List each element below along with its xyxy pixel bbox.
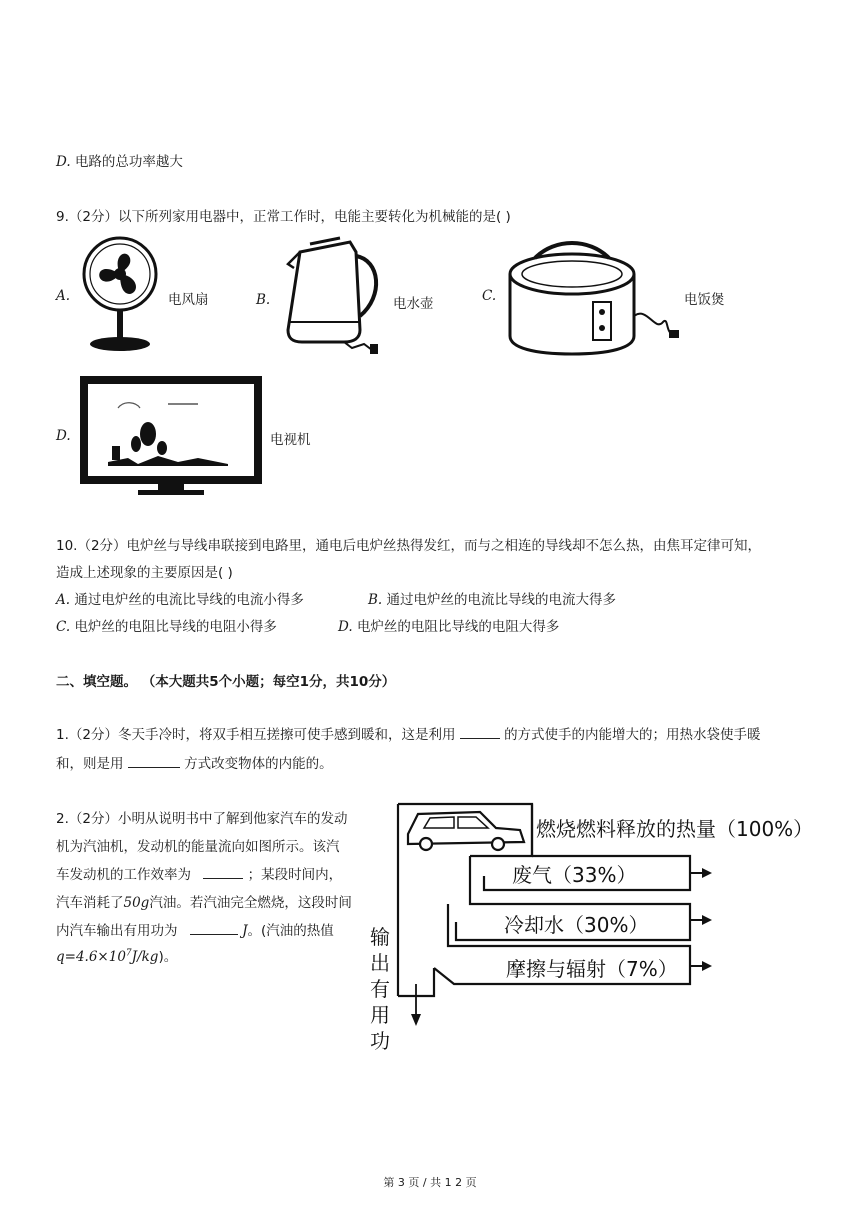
- q9-option-b-letter: B.: [256, 292, 271, 308]
- rice-cooker-image: [505, 236, 680, 358]
- fill1-text-d: 方式改变物体的内能的。: [184, 756, 333, 772]
- fill2-line6: [56, 945, 177, 965]
- fill2-exponent: 7: [125, 948, 132, 959]
- diagram-top-label: 燃烧燃料释放的热量（100%）: [536, 817, 814, 841]
- answer-blank[interactable]: [128, 755, 180, 768]
- fill2-text: 汽油。若汽油完全燃烧，这段时间: [149, 895, 352, 911]
- diagram-friction-label: 摩擦与辐射（7%）: [506, 957, 678, 981]
- prev-option-d: [56, 150, 183, 170]
- option-letter: D.: [56, 154, 71, 170]
- q10-option-a: [56, 588, 304, 608]
- fill2-line3: [56, 863, 342, 883]
- q9-option-a-label: 电风扇: [168, 292, 209, 308]
- q10-option-c: [56, 615, 277, 635]
- fill2-text: 车发动机的工作效率为: [56, 867, 191, 883]
- fill2-mass: 50g: [123, 895, 150, 911]
- useful-work-char: 用: [370, 1003, 390, 1027]
- electric-kettle-image: [280, 234, 390, 356]
- useful-work-char: 输: [370, 925, 390, 949]
- answer-blank[interactable]: [190, 922, 238, 935]
- option-text: 通过电炉丝的电流比导线的电流大得多: [386, 592, 617, 608]
- fill2-text: 内汽车输出有用功为: [56, 923, 178, 939]
- fill2-line1: 2.（2分）小明从说明书中了解到他家汽车的发动: [56, 811, 348, 827]
- fill2-line2: 机为汽油机，发动机的能量流向如图所示。该汽: [56, 839, 340, 855]
- fill1-text-b: 的方式使手的内能增大的；用热水袋使手暖: [504, 727, 761, 743]
- car-icon: [408, 812, 524, 850]
- q9-option-c-label: 电饭煲: [684, 292, 725, 308]
- fill2-text: )。: [158, 949, 178, 965]
- q10-option-d: [338, 615, 559, 635]
- question-9-stem: 9.（2分）以下所列家用电器中，正常工作时，电能主要转化为机械能的是( ): [56, 209, 511, 225]
- fill2-text: ；某段时间内，: [247, 867, 343, 883]
- fill2-line4: [56, 891, 352, 911]
- fill2-line5: [56, 919, 334, 939]
- fill1-text-a: 1.（2分）冬天手冷时，将双手相互搓擦可使手感到暖和，这是利用: [56, 727, 456, 743]
- useful-work-char: 功: [370, 1029, 390, 1053]
- option-text: 通过电炉丝的电流比导线的电流小得多: [74, 592, 304, 608]
- fill-question-1-line1: [56, 723, 761, 743]
- diagram-exhaust-label: 废气（33%）: [512, 863, 637, 887]
- fill-question-1-line2: [56, 752, 333, 772]
- option-text: 电炉丝的电阻比导线的电阻小得多: [74, 619, 277, 635]
- fill2-unit: J: [242, 923, 248, 939]
- option-letter: B.: [368, 592, 383, 608]
- option-letter: D.: [338, 619, 353, 635]
- fill2-heat-value: q=4.6×10: [56, 949, 126, 965]
- option-letter: C.: [56, 619, 71, 635]
- option-text: 电路的总功率越大: [74, 154, 183, 170]
- q9-option-a-letter: A.: [56, 288, 71, 304]
- diagram-cooling-label: 冷却水（30%）: [504, 913, 649, 937]
- energy-flow-diagram: [360, 796, 820, 1058]
- useful-work-char: 有: [370, 977, 390, 1001]
- q9-option-b-label: 电水壶: [393, 296, 434, 312]
- q9-option-d-label: 电视机: [270, 432, 311, 448]
- question-10-stem-line2: 造成上述现象的主要原因是( ): [56, 565, 233, 581]
- page-footer: 第 3 页 / 共 1 2 页: [383, 1176, 477, 1189]
- q9-option-c-letter: C.: [482, 288, 497, 304]
- question-10-stem-line1: 10.（2分）电炉丝与导线串联接到电路里，通电后电炉丝热得发红，而与之相连的导线却不怎么热，由焦耳定律可知，: [56, 538, 762, 554]
- answer-blank[interactable]: [203, 866, 243, 879]
- q9-option-d-letter: D.: [56, 428, 71, 444]
- option-text: 电炉丝的电阻比导线的电阻大得多: [356, 619, 560, 635]
- fill2-heat-unit: J/kg: [131, 949, 159, 965]
- electric-fan-image: [82, 234, 162, 356]
- fill2-text: 。(汽油的热值: [247, 923, 334, 939]
- section-note: （本大题共5个小题；每空1分，共10分）: [141, 674, 396, 690]
- q10-option-b: [368, 588, 616, 608]
- fill1-text-c: 和，则是用: [56, 756, 124, 772]
- answer-blank[interactable]: [460, 726, 500, 739]
- fill2-text: 汽车消耗了: [56, 895, 124, 911]
- section-heading: [56, 670, 395, 690]
- useful-work-char: 出: [370, 951, 390, 975]
- option-letter: A.: [56, 592, 71, 608]
- section-title: 二、填空题。: [56, 674, 137, 690]
- television-image: [78, 374, 266, 498]
